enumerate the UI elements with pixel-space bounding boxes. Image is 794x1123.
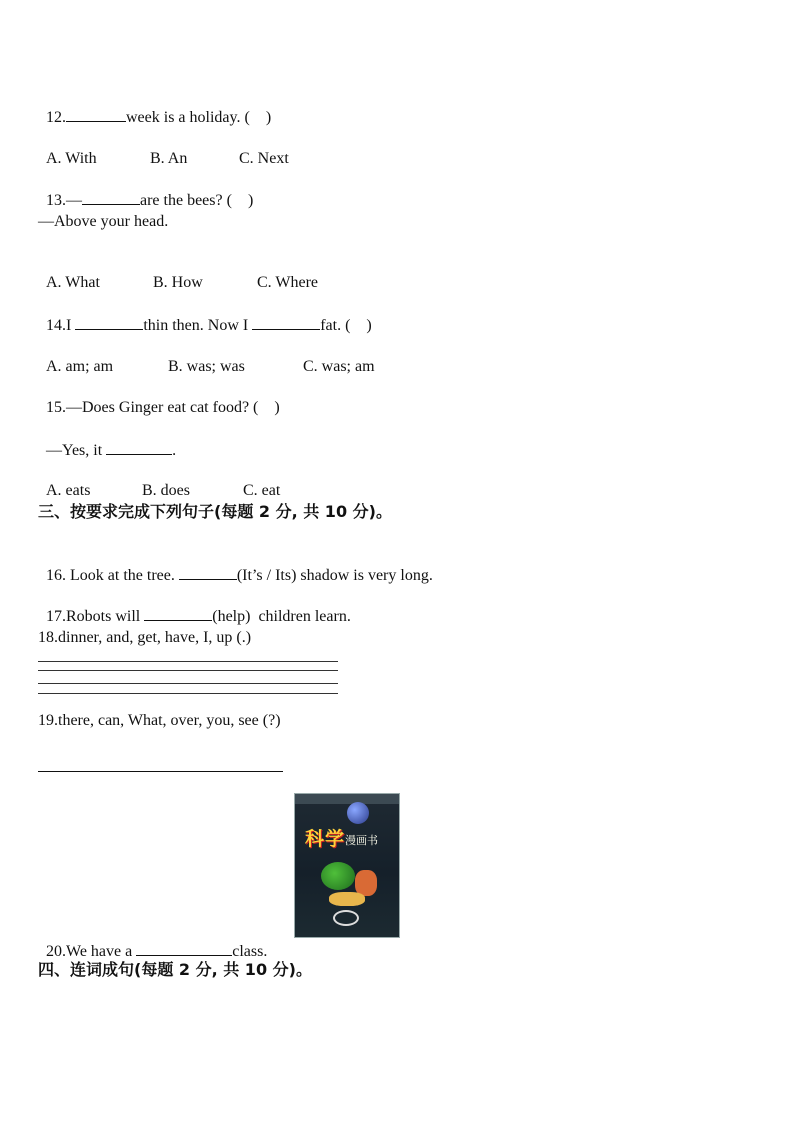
question-17 bbox=[38, 586, 351, 627]
question-20 bbox=[38, 921, 267, 962]
book-subtitle: 漫画书 bbox=[345, 834, 378, 847]
answer-blank[interactable] bbox=[179, 565, 237, 580]
question-text-part1: 17.Robots will bbox=[46, 608, 141, 625]
answer-blank[interactable] bbox=[106, 440, 172, 455]
options-13 bbox=[38, 253, 318, 293]
answer-blank[interactable] bbox=[66, 107, 126, 122]
question-text-part2: (It’s / Its) shadow is very long. bbox=[236, 567, 433, 584]
question-13 bbox=[38, 170, 253, 211]
question-16 bbox=[38, 545, 433, 586]
section-3-heading: 三、按要求完成下列句子(每题 2 分, 共 10 分)。 bbox=[38, 502, 392, 521]
cover-top-band bbox=[295, 794, 399, 804]
question-number: 14. bbox=[46, 317, 66, 334]
question-text-part1: 20.We have a bbox=[46, 943, 133, 960]
options-15 bbox=[38, 461, 280, 501]
question-number: 13. bbox=[46, 192, 66, 209]
answer-suffix: . bbox=[172, 442, 177, 459]
option-b[interactable]: B. An bbox=[150, 150, 188, 167]
question-15 bbox=[38, 378, 280, 418]
option-a[interactable]: A. With bbox=[46, 150, 97, 167]
question-18: 18.dinner, and, get, have, I, up (.) bbox=[38, 629, 252, 646]
question-text-part1: I bbox=[66, 317, 72, 334]
answer-blank-2[interactable] bbox=[252, 315, 320, 330]
tree-illustration bbox=[321, 862, 355, 890]
answer-parentheses[interactable]: ( ) bbox=[244, 109, 272, 126]
answer-blank[interactable] bbox=[82, 190, 140, 205]
answer-line[interactable] bbox=[38, 771, 283, 772]
question-text-part2: (help) children learn. bbox=[212, 608, 351, 625]
question-text: week is a holiday. bbox=[126, 109, 241, 126]
answer-blank-1[interactable] bbox=[75, 315, 143, 330]
book-title: 科学 bbox=[305, 828, 346, 850]
option-c[interactable]: C. Where bbox=[257, 274, 319, 291]
answer-15 bbox=[38, 420, 176, 461]
option-c[interactable]: C. Next bbox=[239, 150, 289, 167]
option-b[interactable]: B. was; was bbox=[168, 358, 245, 375]
option-a[interactable]: A. am; am bbox=[46, 358, 114, 375]
book-cover-image bbox=[294, 793, 400, 938]
answer-prefix: —Yes, it bbox=[46, 442, 103, 459]
question-12 bbox=[38, 87, 271, 128]
character-illustration bbox=[329, 892, 365, 906]
writing-line[interactable] bbox=[38, 683, 338, 684]
option-c[interactable]: C. was; am bbox=[303, 358, 375, 375]
option-b[interactable]: B. How bbox=[153, 274, 203, 291]
question-text-part1: 16. Look at the tree. bbox=[46, 567, 175, 584]
question-14 bbox=[38, 295, 372, 336]
answer-parentheses[interactable]: ( ) bbox=[253, 399, 280, 416]
question-19: 19.there, can, What, over, you, see (?) bbox=[38, 712, 281, 729]
writing-line[interactable] bbox=[38, 670, 338, 671]
option-c[interactable]: C. eat bbox=[243, 482, 281, 499]
answer-13: —Above your head. bbox=[38, 213, 169, 230]
question-text: —Does Ginger eat cat food? bbox=[66, 399, 250, 416]
section-4-heading: 四、连词成句(每题 2 分, 共 10 分)。 bbox=[38, 960, 312, 979]
question-number: 12. bbox=[46, 109, 66, 126]
writing-line[interactable] bbox=[38, 693, 338, 694]
answer-parentheses[interactable]: ( ) bbox=[226, 192, 254, 209]
option-b[interactable]: B. does bbox=[142, 482, 190, 499]
dash: — bbox=[66, 192, 82, 209]
option-a[interactable]: A. eats bbox=[46, 482, 91, 499]
planet-icon bbox=[347, 802, 369, 824]
question-number: 15. bbox=[46, 399, 66, 416]
ring-illustration bbox=[333, 910, 359, 926]
options-12 bbox=[38, 129, 289, 169]
question-text-part2: class. bbox=[232, 943, 268, 960]
question-text-part3: fat. bbox=[320, 317, 342, 334]
options-14 bbox=[38, 337, 375, 377]
answer-parentheses[interactable]: ( ) bbox=[345, 317, 372, 334]
answer-blank[interactable] bbox=[144, 606, 212, 621]
question-text: are the bees? bbox=[140, 192, 223, 209]
answer-blank[interactable] bbox=[136, 941, 232, 956]
writing-line[interactable] bbox=[38, 661, 338, 662]
option-a[interactable]: A. What bbox=[46, 274, 100, 291]
question-text-part2: thin then. Now I bbox=[143, 317, 249, 334]
